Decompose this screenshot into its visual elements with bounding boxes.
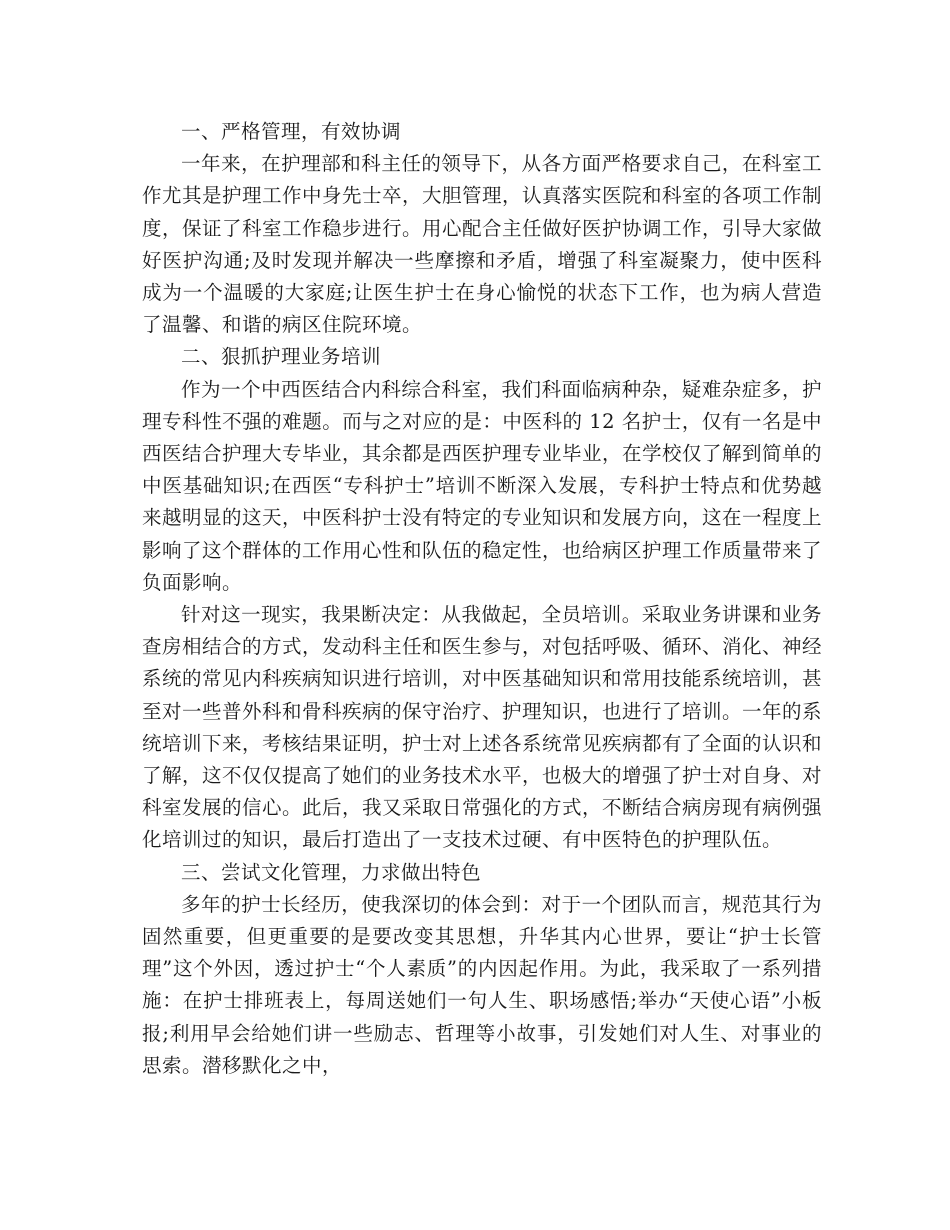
section-heading-2: 二、狠抓护理业务培训 [181,345,382,369]
paragraph: 作为一个中西医结合内科综合科室，我们科面临病种杂，疑难杂症多，护理专科性不强的难题。而与之对应的是：中医科的 12 名护士，仅有一名是中西医结合护理大专毕业，其余都是西医护理专业毕业，在学校仅了解到简单的中医基础知识;在西医“专科护士”培训不断深入发展，专科护士特点和优势越来越明显的这天，中医科护士没有特定的专业知识和发展方向，这在一程度上影响了这个群体的工作用心性和队伍的稳定性，也给病区护理工作质量带来了负面影响。 [142,377,823,594]
section-heading-1: 一、严格管理，有效协调 [181,120,402,143]
paragraph: 多年的护士长经历，使我深切的体会到：对于一个团队而言，规范其行为固然重要，但更重要的是要改变其思想，升华其内心世界，要让“护士长管理”这个外因，透过护士“个人素质”的内因起作用。为此，我采取了一系列措施：在护士排班表上，每周送她们一句人生、职场感悟;举办“天使心语”小板报;利用早会给她们讲一些励志、哲理等小故事，引发她们对人生、对事业的思索。潜移默化之中， [142,892,822,1077]
paragraph: 针对这一现实，我果断决定：从我做起，全员培训。采取业务讲课和业务查房相结合的方式，发动科主任和医生参与，对包括呼吸、循环、消化、神经系统的常见内科疾病知识进行培训，对中医基础知识和常用技能系统培训，甚至对一些普外科和骨科疾病的保守治疗、护理知识，也进行了培训。一年的系统培训下来，考核结果证明，护士对上述各系统常见疾病都有了全面的认识和了解，这不仅仅提高了她们的业务技术水平，也极大的增强了护士对自身、对科室发展的信心。此后，我又采取日常强化的方式，不断结合病房现有病例强化培训过的知识，最后打造出了一支技术过硬、有中医特色的护理队伍。 [142,603,823,852]
paragraph: 一年来，在护理部和科主任的领导下，从各方面严格要求自己，在科室工作尤其是护理工作中身先士卒，大胆管理，认真落实医院和科室的各项工作制度，保证了科室工作稳步进行。用心配合主任做好医护协调工作，引导大家做好医护沟通;及时发现并解决一些摩擦和矛盾，增强了科室凝聚力，使中医科成为一个温暖的大家庭;让医生护士在身心愉悦的状态下工作，也为病人营造了温馨、和谐的病区住院环境。 [142,152,823,337]
section-heading-3: 三、尝试文化管理，力求做出特色 [181,860,482,884]
document-body [142,116,822,1082]
